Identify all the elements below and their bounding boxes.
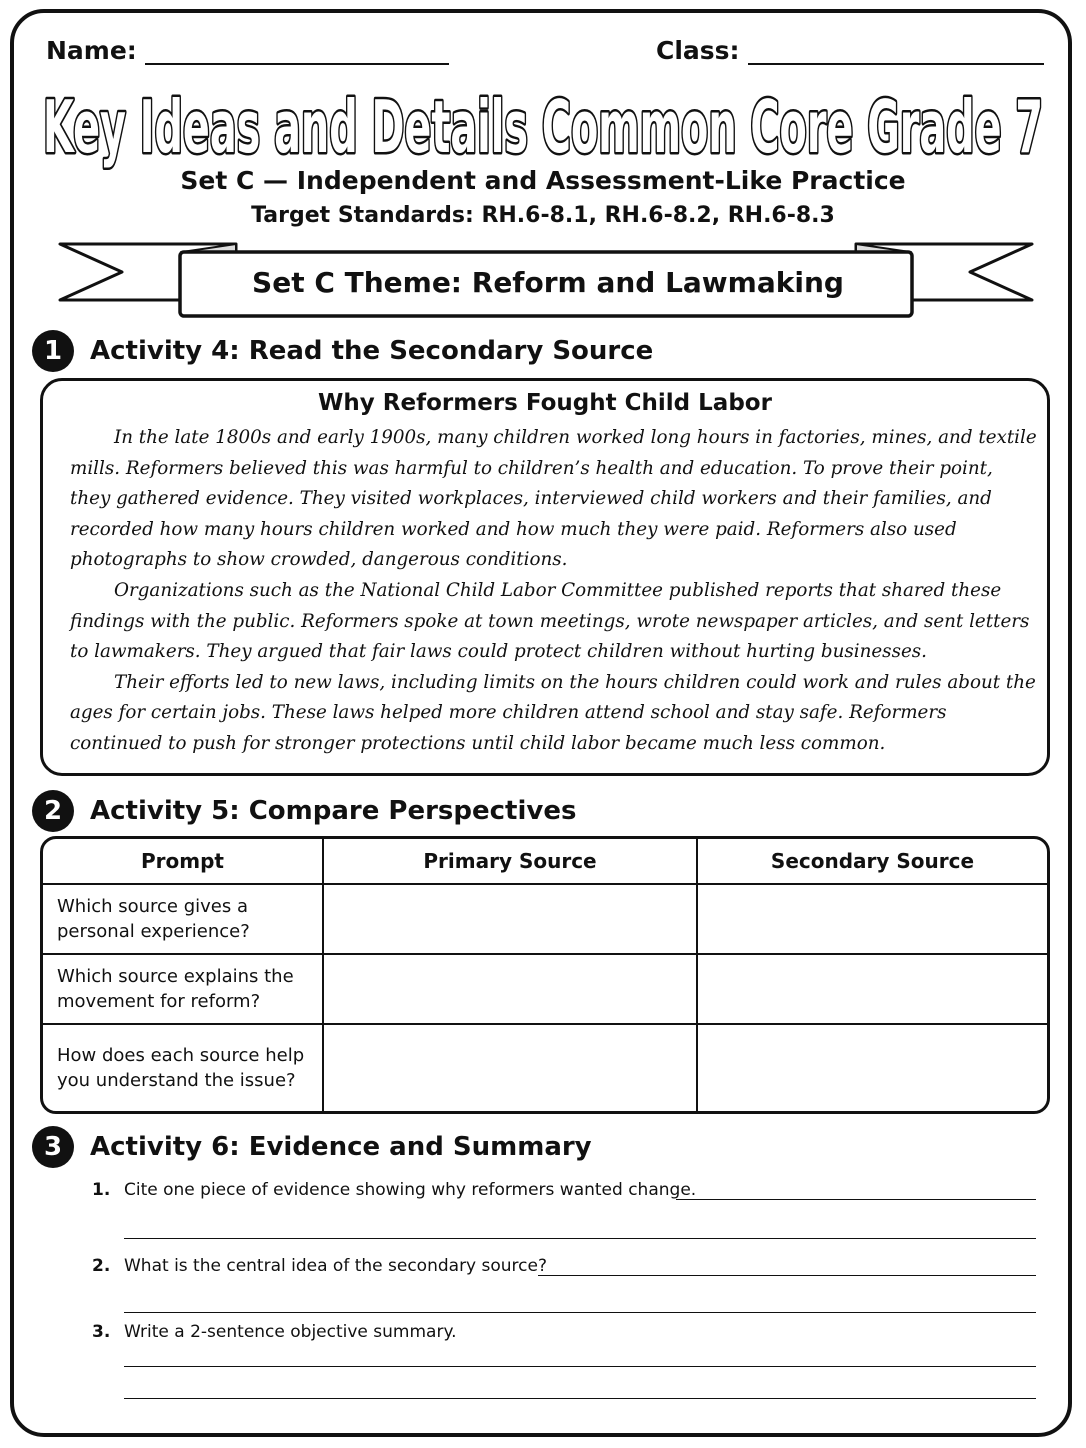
- table-row: [43, 954, 1047, 1024]
- name-label: Name:: [46, 36, 137, 65]
- name-input-line[interactable]: [145, 37, 449, 65]
- passage-body: [70, 423, 1038, 760]
- class-label: Class:: [656, 36, 740, 65]
- target-standards: Target Standards: RH.6-8.1, RH.6-8.2, RH.6-8.3: [251, 203, 835, 228]
- answer-line[interactable]: [124, 1312, 1036, 1313]
- compare-table: [43, 839, 1047, 1111]
- passage-paragraph: Their efforts led to new laws, including limits on the hours children could work and rules about the ages for certain jobs. These laws helped more children attend school and stay safe. Reformers continued to push for stronger protections until child labor became much less common.: [70, 671, 1036, 754]
- theme-text: Set C Theme: Reform and Lawmaking: [252, 266, 844, 299]
- activity6-number: 3: [32, 1126, 74, 1168]
- question-number: 1.: [92, 1180, 111, 1200]
- primary-answer-cell[interactable]: [323, 954, 697, 1024]
- question-number: 3.: [92, 1322, 111, 1342]
- answer-line[interactable]: [124, 1366, 1036, 1367]
- primary-answer-cell[interactable]: [323, 1024, 697, 1111]
- question-text: Cite one piece of evidence showing why reformers wanted change.: [124, 1180, 697, 1200]
- question-text: What is the central idea of the secondary source?: [124, 1256, 547, 1276]
- activity6-title: Activity 6: Evidence and Summary: [90, 1132, 592, 1162]
- passage-paragraph: In the late 1800s and early 1900s, many children worked long hours in factories, mines, and textile mills. Reformers believed this was harmful to children’s health and education. To prove their point, they gathered evidence. They visited workplaces, interviewed child workers and their families, and recorded how many hours children worked and how much they were paid. Reformers also used photographs to show crowded, dangerous conditions.: [70, 427, 1037, 571]
- class-input-line[interactable]: [748, 37, 1044, 65]
- prompt-cell: Which source explains the movement for reform?: [43, 954, 323, 1024]
- question-3: [92, 1322, 457, 1342]
- passage-title: Why Reformers Fought Child Labor: [318, 390, 772, 416]
- question-2: [92, 1256, 547, 1276]
- subtitle: Set C — Independent and Assessment-Like Practice: [180, 166, 906, 195]
- secondary-answer-cell[interactable]: [697, 1024, 1047, 1111]
- primary-answer-cell[interactable]: [323, 884, 697, 954]
- main-title: [36, 74, 1050, 170]
- activity5-heading: [32, 790, 576, 832]
- question-1: [92, 1180, 696, 1200]
- answer-line[interactable]: [676, 1199, 1036, 1200]
- activity6-heading: [32, 1126, 592, 1168]
- activity5-title: Activity 5: Compare Perspectives: [90, 796, 577, 826]
- secondary-answer-cell[interactable]: [697, 954, 1047, 1024]
- prompt-cell: How does each source help you understand the issue?: [43, 1024, 323, 1111]
- question-number: 2.: [92, 1256, 111, 1276]
- column-header-primary: Primary Source: [323, 839, 697, 884]
- table-row: [43, 1024, 1047, 1111]
- table-header-row: [43, 839, 1047, 884]
- main-title-text: Key Ideas and Details Common Core Grade 7: [43, 85, 1043, 169]
- column-header-prompt: Prompt: [43, 839, 323, 884]
- passage-paragraph: Organizations such as the National Child Labor Committee published reports that shared these findings with the public. Reformers spoke at town meetings, wrote newspaper articles, and sent letters to lawmakers. They argued that fair laws could protect children without hurting businesses.: [70, 579, 1030, 663]
- table-row: [43, 884, 1047, 954]
- prompt-cell: Which source gives a personal experience?: [43, 884, 323, 954]
- activity4-number: 1: [32, 330, 74, 372]
- secondary-answer-cell[interactable]: [697, 884, 1047, 954]
- activity4-heading: [32, 330, 653, 372]
- activity4-title: Activity 4: Read the Secondary Source: [90, 336, 654, 366]
- class-field: [656, 36, 1044, 65]
- compare-table-box: [40, 836, 1050, 1114]
- name-field: [46, 36, 449, 65]
- activity5-number: 2: [32, 790, 74, 832]
- column-header-secondary: Secondary Source: [697, 839, 1047, 884]
- question-text: Write a 2-sentence objective summary.: [124, 1322, 457, 1342]
- answer-line[interactable]: [538, 1275, 1036, 1276]
- answer-line[interactable]: [124, 1398, 1036, 1399]
- answer-line[interactable]: [124, 1238, 1036, 1239]
